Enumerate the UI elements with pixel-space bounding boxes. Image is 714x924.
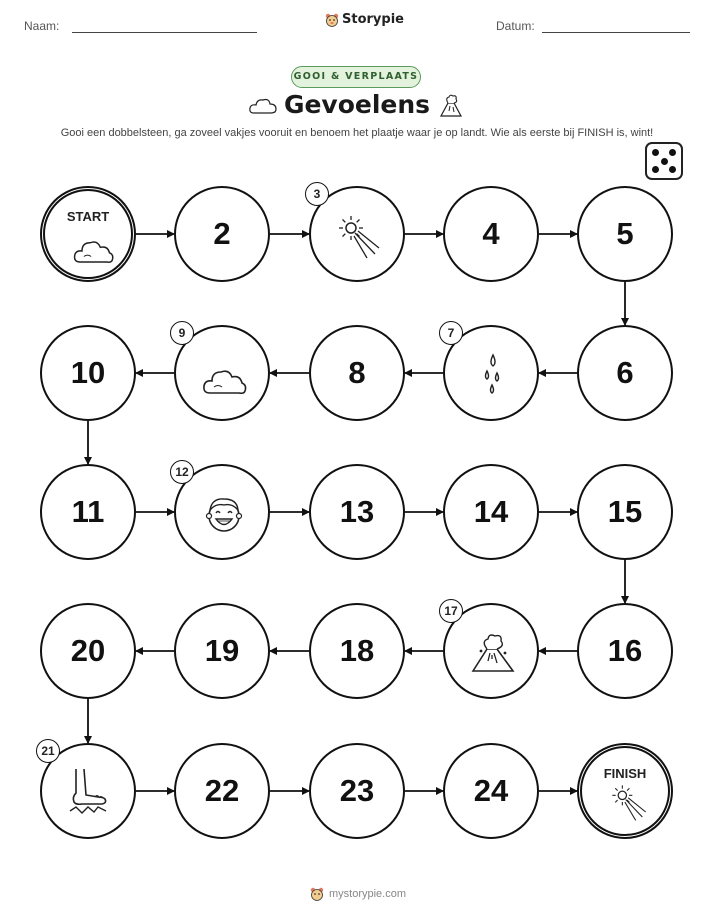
- space-number-badge: 3: [305, 182, 329, 206]
- brand-name: Storypie: [342, 12, 404, 27]
- space-number: 24: [473, 773, 509, 808]
- footer-url: mystorypie.com: [329, 888, 407, 900]
- space-number-badge: 21: [36, 739, 60, 763]
- activity-tag: GOOI & VERPLAATS: [291, 66, 421, 88]
- volcano-icon: [469, 629, 517, 677]
- board-space-14: [443, 464, 539, 560]
- board-space-18: [309, 603, 405, 699]
- board-space-4: [443, 186, 539, 282]
- board-space-24: [443, 743, 539, 839]
- board-space-16: [577, 603, 673, 699]
- space-number-badge: 7: [439, 321, 463, 345]
- board-space-15: [577, 464, 673, 560]
- name-label: Naam:: [24, 19, 60, 33]
- start-label: START: [66, 209, 110, 224]
- space-number-badge: 17: [439, 599, 463, 623]
- raindrops-icon: [469, 351, 517, 399]
- space-number: 16: [607, 633, 643, 668]
- space-number: 20: [70, 633, 106, 668]
- page-title: Gevoelens: [283, 90, 431, 119]
- space-number: 10: [70, 355, 106, 390]
- board-space-2: [174, 186, 270, 282]
- space-number: 11: [71, 494, 105, 529]
- date-label: Datum:: [496, 19, 535, 33]
- start-space: [40, 186, 136, 282]
- space-number: 18: [339, 633, 375, 668]
- space-number: 6: [616, 355, 634, 390]
- board-space-5: [577, 186, 673, 282]
- board-space-10: [40, 325, 136, 421]
- instructions: Gooi een dobbelsteen, ga zoveel vakjes vooruit en benoem het plaatje waar je op landt. Wie als eerste bij FINISH is, wint!: [60, 127, 654, 139]
- space-number: 15: [607, 494, 643, 529]
- board-space-8: [309, 325, 405, 421]
- finish-space: [577, 743, 673, 839]
- space-number: 5: [616, 216, 634, 251]
- space-number-badge: 9: [170, 321, 194, 345]
- space-number: 2: [213, 216, 231, 251]
- board-space-19: [174, 603, 270, 699]
- board-space-23: [309, 743, 405, 839]
- space-number-badge: 12: [170, 460, 194, 484]
- sun-rays-icon: [335, 212, 383, 260]
- sun-rays-icon: [609, 782, 649, 822]
- board-space-13: [309, 464, 405, 560]
- board-space-6: [577, 325, 673, 421]
- stomping-foot-icon: [62, 767, 110, 815]
- board-space-22: [174, 743, 270, 839]
- footer: [310, 887, 406, 901]
- space-number: 4: [482, 216, 500, 251]
- space-number: 13: [339, 494, 375, 529]
- cloud-icon: [71, 229, 115, 273]
- finish-label: FINISH: [603, 766, 647, 781]
- space-number: 19: [204, 633, 240, 668]
- space-number: 8: [348, 355, 366, 390]
- cloud-icon: [200, 357, 248, 405]
- bear-icon: [310, 887, 324, 901]
- space-number: 23: [339, 773, 375, 808]
- board-space-11: [40, 464, 136, 560]
- board-space-20: [40, 603, 136, 699]
- space-number: 22: [204, 773, 240, 808]
- laughing-boy-face-icon: [200, 490, 248, 538]
- space-number: 14: [473, 494, 509, 529]
